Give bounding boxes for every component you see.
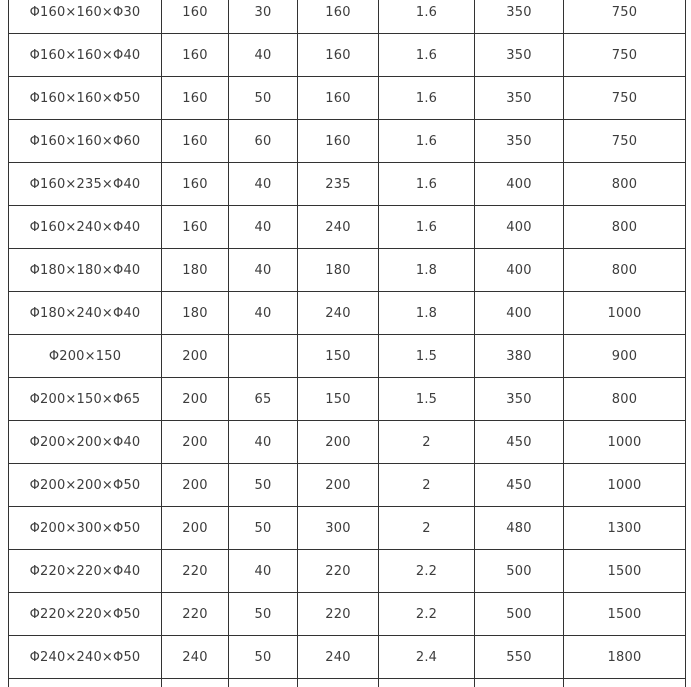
value-cell: 160 [162,163,229,206]
value-cell: 300 [298,507,379,550]
spec-cell: Φ200×200×Φ50 [9,464,162,507]
table-row [9,249,686,292]
value-cell: 220 [162,593,229,636]
value-cell: 1.6 [379,0,475,34]
value-cell: 160 [162,77,229,120]
spec-table-body [9,0,686,687]
value-cell: 160 [298,120,379,163]
value-cell: 2.2 [379,550,475,593]
value-cell [229,335,298,378]
value-cell: 750 [564,77,686,120]
table-row [9,163,686,206]
value-cell [298,679,379,687]
value-cell: 480 [475,507,564,550]
value-cell: 400 [475,163,564,206]
value-cell: 1.5 [379,378,475,421]
value-cell: 180 [298,249,379,292]
value-cell: 160 [298,77,379,120]
value-cell: 150 [298,335,379,378]
value-cell: 350 [475,0,564,34]
spec-cell: Φ220×220×Φ50 [9,593,162,636]
value-cell: 1500 [564,550,686,593]
value-cell: 50 [229,636,298,679]
value-cell: 30 [229,0,298,34]
value-cell: 400 [475,249,564,292]
spec-cell: Φ160×160×Φ50 [9,77,162,120]
value-cell: 350 [475,120,564,163]
value-cell: 450 [475,464,564,507]
spec-cell: Φ220×220×Φ40 [9,550,162,593]
value-cell: 1.6 [379,163,475,206]
table-row [9,0,686,34]
table-row [9,378,686,421]
value-cell: 50 [229,464,298,507]
value-cell: 235 [298,163,379,206]
value-cell: 500 [475,550,564,593]
value-cell: 240 [162,636,229,679]
value-cell: 2 [379,421,475,464]
spec-cell: Φ180×180×Φ40 [9,249,162,292]
value-cell [475,679,564,687]
value-cell: 400 [475,292,564,335]
value-cell: 1.6 [379,120,475,163]
value-cell: 380 [475,335,564,378]
value-cell: 800 [564,249,686,292]
value-cell: 900 [564,335,686,378]
value-cell: 40 [229,550,298,593]
table-row [9,679,686,687]
value-cell: 800 [564,378,686,421]
value-cell: 240 [298,292,379,335]
value-cell: 160 [162,0,229,34]
table-row [9,77,686,120]
spec-cell: Φ160×240×Φ40 [9,206,162,249]
value-cell: 160 [298,0,379,34]
table-row [9,593,686,636]
value-cell: 1.6 [379,206,475,249]
value-cell: 160 [298,34,379,77]
value-cell: 60 [229,120,298,163]
value-cell: 2.4 [379,636,475,679]
value-cell: 1300 [564,507,686,550]
table-row [9,335,686,378]
value-cell: 1500 [564,593,686,636]
value-cell: 1.8 [379,249,475,292]
table-row [9,507,686,550]
spec-cell: Φ180×240×Φ40 [9,292,162,335]
value-cell: 1000 [564,421,686,464]
value-cell: 200 [298,421,379,464]
value-cell: 1.8 [379,292,475,335]
value-cell: 180 [162,249,229,292]
value-cell: 180 [162,292,229,335]
value-cell: 350 [475,378,564,421]
value-cell: 500 [475,593,564,636]
value-cell: 550 [475,636,564,679]
value-cell: 750 [564,34,686,77]
value-cell: 160 [162,206,229,249]
spec-cell: Φ200×300×Φ50 [9,507,162,550]
spec-cell: Φ160×160×Φ40 [9,34,162,77]
table-row [9,550,686,593]
spec-cell: Φ160×160×Φ30 [9,0,162,34]
table-row [9,34,686,77]
value-cell: 2 [379,464,475,507]
value-cell: 800 [564,206,686,249]
value-cell: 350 [475,34,564,77]
spec-table [8,0,686,687]
value-cell: 40 [229,163,298,206]
value-cell: 350 [475,77,564,120]
value-cell [162,679,229,687]
value-cell: 200 [162,507,229,550]
table-row [9,292,686,335]
value-cell: 200 [162,378,229,421]
value-cell: 220 [162,550,229,593]
spec-cell: Φ160×160×Φ60 [9,120,162,163]
value-cell: 40 [229,292,298,335]
value-cell: 400 [475,206,564,249]
value-cell: 200 [162,335,229,378]
value-cell: 220 [298,550,379,593]
value-cell [564,679,686,687]
value-cell: 750 [564,120,686,163]
value-cell: 50 [229,77,298,120]
value-cell: 1.6 [379,34,475,77]
value-cell: 50 [229,593,298,636]
value-cell: 160 [162,120,229,163]
value-cell: 450 [475,421,564,464]
value-cell [379,679,475,687]
value-cell: 1000 [564,292,686,335]
spec-cell [9,679,162,687]
value-cell: 40 [229,34,298,77]
value-cell [229,679,298,687]
value-cell: 1800 [564,636,686,679]
spec-cell: Φ200×150×Φ65 [9,378,162,421]
spec-cell: Φ240×240×Φ50 [9,636,162,679]
value-cell: 1000 [564,464,686,507]
value-cell: 220 [298,593,379,636]
value-cell: 65 [229,378,298,421]
spec-cell: Φ160×235×Φ40 [9,163,162,206]
value-cell: 1.6 [379,77,475,120]
table-row [9,636,686,679]
value-cell: 800 [564,163,686,206]
value-cell: 200 [162,421,229,464]
table-row [9,464,686,507]
value-cell: 2.2 [379,593,475,636]
value-cell: 200 [162,464,229,507]
value-cell: 160 [162,34,229,77]
spec-cell: Φ200×150 [9,335,162,378]
value-cell: 1.5 [379,335,475,378]
value-cell: 750 [564,0,686,34]
value-cell: 40 [229,249,298,292]
table-row [9,206,686,249]
value-cell: 200 [298,464,379,507]
value-cell: 240 [298,636,379,679]
table-row [9,421,686,464]
value-cell: 2 [379,507,475,550]
spec-cell: Φ200×200×Φ40 [9,421,162,464]
value-cell: 240 [298,206,379,249]
value-cell: 50 [229,507,298,550]
table-row [9,120,686,163]
value-cell: 150 [298,378,379,421]
value-cell: 40 [229,421,298,464]
value-cell: 40 [229,206,298,249]
